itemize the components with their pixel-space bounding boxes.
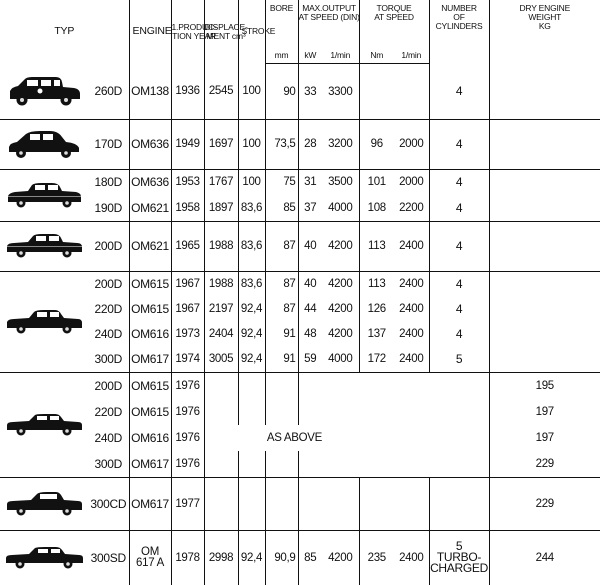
empty-cell bbox=[429, 398, 489, 424]
engine-cell: OM617 bbox=[129, 451, 171, 477]
year-cell: 1976 bbox=[171, 398, 204, 424]
bore-cell: 90 bbox=[265, 64, 298, 120]
output-rpm-cell: 4000 bbox=[322, 347, 359, 372]
torque-cell: 126 bbox=[359, 296, 394, 321]
weight-cell: 197 bbox=[489, 425, 600, 451]
empty-cell bbox=[322, 451, 359, 477]
empty-cell bbox=[238, 398, 265, 424]
engine-cell: OM615 bbox=[129, 296, 171, 321]
model-cell: 170D bbox=[88, 120, 129, 169]
empty-cell bbox=[322, 372, 359, 398]
torque-rpm-cell: 2200 bbox=[394, 195, 429, 221]
bore-cell: 85 bbox=[265, 195, 298, 221]
torque-rpm-cell: 2400 bbox=[394, 347, 429, 372]
unit-torque-rpm: 1/min bbox=[394, 48, 429, 63]
weight-cell bbox=[489, 322, 600, 347]
stroke-cell: 92,4 bbox=[238, 530, 265, 585]
year-cell: 1976 bbox=[171, 372, 204, 398]
stroke-cell: 92,4 bbox=[238, 347, 265, 372]
weight-cell bbox=[489, 195, 600, 221]
model-cell: 190D bbox=[88, 195, 129, 221]
unit-output-kw: kW bbox=[298, 48, 322, 63]
header-production-year: 1.PRODUC- TION YEAR bbox=[171, 0, 204, 64]
empty-cell bbox=[298, 477, 322, 530]
model-cell: 240D bbox=[94, 327, 122, 342]
cylinders-cell: 4 bbox=[429, 64, 489, 120]
torque-rpm-cell: 2400 bbox=[399, 328, 424, 341]
table-row bbox=[0, 296, 600, 321]
displacement-cell: 2197 bbox=[204, 296, 238, 321]
torque-cell: 108 bbox=[359, 195, 394, 221]
table-row bbox=[0, 451, 600, 477]
output-kw-cell: 48 bbox=[298, 322, 322, 347]
stroke-cell: 92,4 bbox=[238, 296, 265, 321]
car-silhouette-180d bbox=[4, 181, 84, 209]
torque-cell: 113 bbox=[359, 271, 394, 296]
unit-output-rpm: 1/min bbox=[322, 48, 359, 63]
car-silhouette-w115 bbox=[4, 309, 84, 335]
car-silhouette-w123 bbox=[4, 413, 84, 437]
year-cell: 1977 bbox=[171, 477, 204, 530]
car-image-200d-1965 bbox=[0, 222, 88, 271]
model-cell: 200D bbox=[94, 378, 122, 393]
car-silhouette-200d-1965 bbox=[4, 233, 84, 259]
empty-cell bbox=[265, 372, 298, 398]
engine-cell: OM 617 A bbox=[129, 530, 171, 585]
stroke-cell: 100 bbox=[238, 120, 265, 169]
empty-cell bbox=[359, 477, 394, 530]
displacement-cell: 1897 bbox=[204, 195, 238, 221]
year-cell: 1974 bbox=[171, 347, 204, 372]
empty-cell bbox=[265, 477, 298, 530]
bore-cell: 87 bbox=[265, 222, 298, 271]
empty-cell bbox=[298, 398, 322, 424]
empty-cell bbox=[204, 451, 238, 477]
displacement-cell: 1988 bbox=[204, 222, 238, 271]
empty-cell bbox=[429, 477, 489, 530]
bore-cell: 75 bbox=[265, 169, 298, 195]
empty-cell bbox=[204, 477, 238, 530]
cylinders-cell: 4 bbox=[429, 296, 489, 321]
empty-cell bbox=[322, 477, 359, 530]
table-row bbox=[0, 372, 600, 398]
bore-cell: 87 bbox=[265, 271, 298, 296]
year-cell: 1967 bbox=[171, 271, 204, 296]
table-row bbox=[0, 195, 600, 221]
output-rpm-cell: 3200 bbox=[322, 120, 359, 169]
empty-cell bbox=[238, 372, 265, 398]
header-bore: BORE bbox=[265, 0, 298, 48]
car-image-300cd bbox=[0, 477, 88, 530]
output-rpm-cell: 4200 bbox=[322, 222, 359, 271]
torque-rpm-cell: 2400 bbox=[399, 277, 424, 290]
weight-cell: 244 bbox=[489, 530, 600, 585]
header-torque: TORQUE AT SPEED bbox=[359, 0, 429, 48]
year-cell: 1936 bbox=[171, 64, 204, 120]
table-row bbox=[0, 64, 600, 120]
bore-cell: 91 bbox=[265, 347, 298, 372]
empty-cell bbox=[238, 477, 265, 530]
year-cell: 1978 bbox=[171, 530, 204, 585]
header-max-output: MAX.OUTPUT AT SPEED (DIN) bbox=[298, 0, 359, 48]
output-rpm-cell: 3500 bbox=[328, 176, 353, 189]
car-silhouette-170d bbox=[4, 129, 84, 159]
empty-cell bbox=[359, 425, 394, 451]
displacement-cell: 2998 bbox=[204, 530, 238, 585]
stroke-cell: 92,4 bbox=[238, 322, 265, 347]
displacement-cell: 1767 bbox=[204, 169, 238, 195]
engine-cell: OM621 bbox=[129, 222, 171, 271]
table-row bbox=[0, 120, 600, 169]
torque-rpm-cell: 2400 bbox=[399, 303, 424, 315]
table-row bbox=[0, 322, 600, 347]
engine-cell: OM617 bbox=[129, 347, 171, 372]
engine-cell: OM616 bbox=[129, 322, 171, 347]
empty-cell bbox=[429, 372, 489, 398]
car-image-170d bbox=[0, 120, 88, 169]
empty-cell bbox=[359, 372, 394, 398]
engine-cell: OM615 bbox=[129, 271, 171, 296]
empty-cell bbox=[394, 425, 429, 451]
empty-cell bbox=[204, 398, 238, 424]
torque-cell: 101 bbox=[359, 169, 394, 195]
weight-cell bbox=[489, 222, 600, 271]
displacement-cell: 1697 bbox=[204, 120, 238, 169]
output-rpm-cell: 4200 bbox=[328, 303, 353, 315]
empty-cell bbox=[238, 451, 265, 477]
empty-cell bbox=[429, 451, 489, 477]
torque-cell: 172 bbox=[359, 347, 394, 372]
stroke-cell: 100 bbox=[238, 169, 265, 195]
header-typ: TYP bbox=[54, 25, 75, 38]
empty-cell bbox=[394, 372, 429, 398]
output-kw-cell: 31 bbox=[298, 169, 322, 195]
cylinders-cell: 4 bbox=[429, 169, 489, 195]
empty-cell bbox=[322, 425, 359, 451]
stroke-cell: 83,6 bbox=[238, 222, 265, 271]
unit-bore: mm bbox=[265, 48, 298, 63]
weight-cell: 197 bbox=[489, 398, 600, 424]
output-kw-cell: 59 bbox=[298, 347, 322, 372]
model-cell: 220D bbox=[94, 302, 122, 316]
car-silhouette-300sd bbox=[4, 546, 84, 570]
engine-cell: OM615 bbox=[129, 372, 171, 398]
stroke-cell: 100 bbox=[238, 64, 265, 120]
output-rpm-cell: 4200 bbox=[328, 328, 353, 341]
year-cell: 1976 bbox=[171, 425, 204, 451]
unit-torque-nm: Nm bbox=[359, 48, 394, 63]
output-kw-cell: 44 bbox=[298, 296, 322, 321]
cylinders-cell: 4 bbox=[429, 271, 489, 296]
output-kw-cell: 40 bbox=[298, 222, 322, 271]
bore-cell: 73,5 bbox=[265, 120, 298, 169]
torque-rpm-cell: 2400 bbox=[399, 551, 424, 564]
car-image-w115 bbox=[0, 271, 88, 372]
model-cell: 200D bbox=[94, 276, 122, 291]
car-image-300sd bbox=[0, 530, 88, 585]
model-cell: 300D bbox=[88, 347, 129, 372]
output-kw-cell: 40 bbox=[298, 271, 322, 296]
cylinders-cell: 4 bbox=[429, 322, 489, 347]
engine-cell: OM636 bbox=[129, 169, 171, 195]
bore-cell: 90,9 bbox=[265, 530, 298, 585]
engine-cell: OM616 bbox=[129, 425, 171, 451]
year-cell: 1965 bbox=[171, 222, 204, 271]
header-dry-weight: DRY ENGINE WEIGHT KG bbox=[489, 0, 600, 64]
empty-cell bbox=[394, 398, 429, 424]
empty-cell bbox=[298, 372, 322, 398]
model-cell: 300CD bbox=[88, 477, 129, 530]
table-row bbox=[0, 530, 600, 585]
header-displacement: DISPLACE- MENT cm³ bbox=[204, 0, 238, 64]
cylinders-cell: 4 bbox=[429, 120, 489, 169]
model-cell: 300SD bbox=[90, 550, 126, 565]
torque-cell bbox=[359, 64, 394, 120]
output-kw-cell: 28 bbox=[298, 120, 322, 169]
output-kw-cell: 37 bbox=[298, 195, 322, 221]
output-kw-cell: 85 bbox=[298, 530, 322, 585]
year-cell: 1967 bbox=[171, 296, 204, 321]
torque-rpm-cell: 2400 bbox=[394, 222, 429, 271]
as-above-note: AS ABOVE bbox=[204, 425, 322, 451]
bore-cell: 87 bbox=[265, 296, 298, 321]
empty-cell bbox=[265, 451, 298, 477]
torque-rpm-cell: 2000 bbox=[399, 176, 424, 189]
weight-cell bbox=[489, 169, 600, 195]
engine-cell: OM617 bbox=[129, 477, 171, 530]
weight-cell bbox=[489, 271, 600, 296]
year-cell: 1949 bbox=[171, 120, 204, 169]
displacement-cell: 1988 bbox=[204, 271, 238, 296]
car-image-w123 bbox=[0, 372, 88, 477]
empty-cell bbox=[265, 398, 298, 424]
output-rpm-cell: 3300 bbox=[322, 64, 359, 120]
weight-cell bbox=[489, 64, 600, 120]
displacement-cell: 2545 bbox=[204, 64, 238, 120]
weight-cell: 195 bbox=[489, 372, 600, 398]
model-cell: 180D bbox=[94, 175, 122, 190]
model-cell: 240D bbox=[94, 430, 122, 445]
bore-cell: 91 bbox=[265, 322, 298, 347]
empty-cell bbox=[429, 425, 489, 451]
empty-cell bbox=[359, 451, 394, 477]
empty-cell bbox=[204, 372, 238, 398]
stroke-cell: 83,6 bbox=[238, 271, 265, 296]
car-silhouette-260d bbox=[4, 74, 84, 108]
output-rpm-cell: 4200 bbox=[328, 551, 353, 564]
displacement-cell: 3005 bbox=[204, 347, 238, 372]
engine-cell: OM621 bbox=[129, 195, 171, 221]
engine-cell: OM138 bbox=[129, 64, 171, 120]
table-row bbox=[0, 169, 600, 195]
empty-cell bbox=[322, 398, 359, 424]
empty-cell bbox=[394, 451, 429, 477]
empty-cell bbox=[359, 398, 394, 424]
header-row bbox=[0, 0, 600, 48]
output-rpm-cell: 4000 bbox=[322, 195, 359, 221]
header-stroke: STROKE bbox=[238, 0, 265, 64]
table-row bbox=[0, 398, 600, 424]
cylinders-cell: 4 bbox=[429, 195, 489, 221]
cylinders-cell: 5 TURBO- CHARGED bbox=[429, 530, 489, 585]
table-row bbox=[0, 347, 600, 372]
torque-cell: 137 bbox=[359, 322, 394, 347]
empty-cell bbox=[394, 477, 429, 530]
torque-cell: 235 bbox=[359, 530, 394, 585]
weight-cell bbox=[489, 296, 600, 321]
torque-cell: 113 bbox=[359, 222, 394, 271]
header-engine: ENGINE bbox=[129, 0, 171, 64]
table-row bbox=[0, 477, 600, 530]
year-cell: 1973 bbox=[171, 322, 204, 347]
header-cylinders: NUMBER OF CYLINDERS bbox=[429, 0, 489, 64]
torque-cell: 96 bbox=[359, 120, 394, 169]
model-cell: 200D bbox=[88, 222, 129, 271]
weight-cell bbox=[489, 120, 600, 169]
year-cell: 1958 bbox=[171, 195, 204, 221]
car-image-180d bbox=[0, 169, 88, 222]
torque-rpm-cell bbox=[394, 64, 429, 120]
year-cell: 1953 bbox=[171, 169, 204, 195]
year-cell: 1976 bbox=[171, 451, 204, 477]
cylinders-cell: 5 bbox=[429, 347, 489, 372]
weight-cell bbox=[489, 347, 600, 372]
engine-cell: OM615 bbox=[129, 398, 171, 424]
model-cell: 220D bbox=[94, 404, 122, 419]
table-row bbox=[0, 425, 600, 451]
output-kw-cell: 33 bbox=[298, 64, 322, 120]
displacement-cell: 2404 bbox=[204, 322, 238, 347]
model-cell: 300D bbox=[88, 451, 129, 477]
empty-cell bbox=[298, 451, 322, 477]
stroke-cell: 83,6 bbox=[238, 195, 265, 221]
cylinders-cell: 4 bbox=[429, 222, 489, 271]
engine-cell: OM636 bbox=[129, 120, 171, 169]
car-image-260d bbox=[0, 64, 88, 120]
table-row bbox=[0, 222, 600, 271]
torque-rpm-cell: 2000 bbox=[394, 120, 429, 169]
weight-cell: 229 bbox=[489, 451, 600, 477]
weight-cell: 229 bbox=[489, 477, 600, 530]
table-row bbox=[0, 271, 600, 296]
model-cell: 260D bbox=[88, 64, 129, 120]
output-rpm-cell: 4200 bbox=[328, 277, 353, 290]
car-silhouette-300cd bbox=[4, 491, 84, 517]
